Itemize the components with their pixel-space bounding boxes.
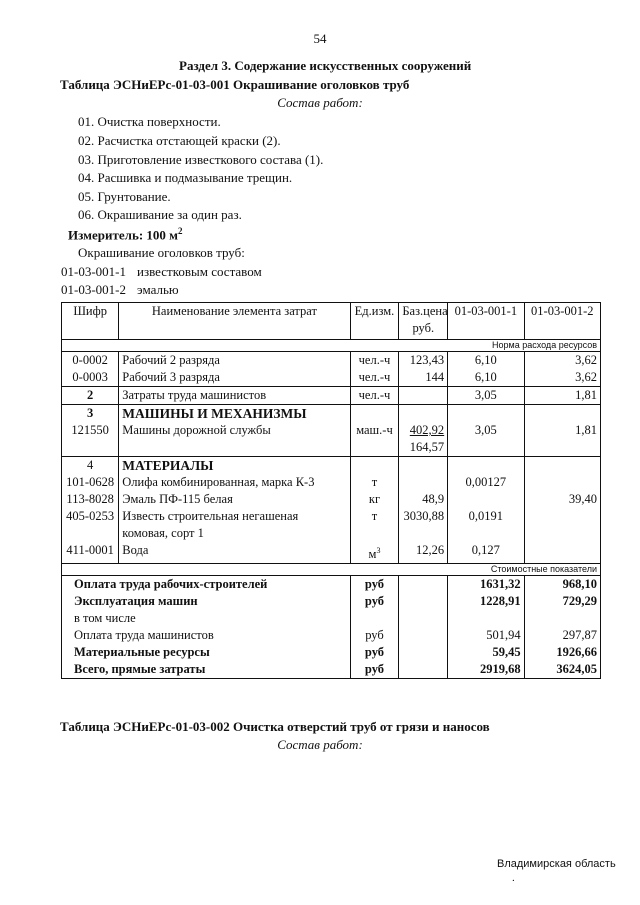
table-row: [62, 542, 601, 564]
variant-row: [61, 264, 262, 280]
work-item: 05. Грунтование.: [78, 189, 171, 204]
row-value-1: 0,0191: [448, 508, 524, 542]
variant-text: известковым составом: [137, 264, 262, 279]
row-price: [399, 387, 448, 405]
cost-value-1: 1228,91: [448, 593, 524, 610]
cost-unit: руб: [350, 576, 399, 594]
section-title: Раздел 3. Содержание искусственных сооружений: [179, 58, 472, 73]
row-value-2: [524, 542, 600, 564]
cost-value-1: 1631,32: [448, 576, 524, 594]
cost-unit: руб: [350, 593, 399, 610]
header-name: Наименование элемента затрат: [119, 303, 350, 340]
row-price: 12,26: [399, 542, 448, 564]
work-item: 06. Окрашивание за один раз.: [78, 207, 242, 222]
row-name: МАШИНЫ И МЕХАНИЗМЫ: [119, 405, 350, 423]
variant-code: 01-03-001-2: [61, 282, 126, 297]
header-col-1: 01-03-001-1: [448, 303, 524, 340]
variant-text: эмалью: [137, 282, 179, 297]
region-footer: Владимирская область: [497, 858, 616, 870]
table-row: [62, 352, 601, 370]
page-number: 54: [313, 31, 327, 46]
work-item: 04. Расшивка и подмазывание трещин.: [78, 170, 293, 185]
variant-row: [61, 282, 179, 298]
table-header-row: [62, 303, 601, 340]
table-row: [62, 405, 601, 423]
row-code: 101-0628: [62, 474, 119, 491]
row-price: 48,9: [399, 491, 448, 508]
cost-value-1: 501,94: [448, 627, 524, 644]
row-code: 0-0003: [62, 369, 119, 387]
table-row: [62, 422, 601, 457]
row-price: 402,92 164,57: [399, 422, 448, 457]
row-price: 144: [399, 369, 448, 387]
row-name: Машины дорожной службы: [119, 422, 350, 457]
header-unit: Ед.изм.: [350, 303, 399, 340]
cost-name: Эксплуатация машин: [62, 593, 351, 610]
table-row: [62, 369, 601, 387]
row-unit: чел.-ч: [350, 387, 399, 405]
table-1-subtitle: Состав работ:: [277, 95, 363, 110]
row-code: 3: [62, 405, 119, 423]
cost-name: Всего, прямые затраты: [62, 661, 351, 679]
row-value-2: 39,40: [524, 491, 600, 508]
row-value-2: 3,62: [524, 369, 600, 387]
cost-row: [62, 610, 601, 627]
header-price: Баз.цена руб.: [399, 303, 448, 340]
row-value-1: 3,05: [448, 422, 524, 457]
cost-value-1: 2919,68: [448, 661, 524, 679]
cost-row: [62, 593, 601, 610]
row-value-1: 0,127: [448, 542, 524, 564]
cost-value-2: 1926,66: [524, 644, 600, 661]
cost-unit: руб: [350, 661, 399, 679]
cost-row: [62, 661, 601, 679]
table-2-title: Таблица ЭСНиЕРс-01-03-002 Очистка отверстий труб от грязи и наносов: [60, 719, 490, 734]
row-name: МАТЕРИАЛЫ: [119, 457, 350, 475]
cost-row: [62, 576, 601, 594]
cost-row: [62, 644, 601, 661]
header-code: Шифр: [62, 303, 119, 340]
table-row: [62, 474, 601, 491]
row-value-2: [524, 508, 600, 542]
row-unit: чел.-ч: [350, 369, 399, 387]
row-price: 3030,88: [399, 508, 448, 542]
row-value-2: 1,81: [524, 422, 600, 457]
row-value-2: 3,62: [524, 352, 600, 370]
cost-name: Оплата труда машинистов: [62, 627, 351, 644]
row-unit: чел.-ч: [350, 352, 399, 370]
table-row: [62, 387, 601, 405]
row-name: Олифа комбинированная, марка К-3: [119, 474, 350, 491]
cost-value-2: 3624,05: [524, 661, 600, 679]
row-code: 113-8028: [62, 491, 119, 508]
row-name: Эмаль ПФ-115 белая: [119, 491, 350, 508]
cost-label: Стоимостные показатели: [62, 564, 601, 576]
table-row: [62, 457, 601, 475]
row-unit: маш.-ч: [350, 422, 399, 457]
row-code: 405-0253: [62, 508, 119, 542]
row-name: Вода: [119, 542, 350, 564]
row-name: Рабочий 3 разряда: [119, 369, 350, 387]
cost-unit: руб: [350, 627, 399, 644]
row-value-2: [524, 474, 600, 491]
row-code: 2: [62, 387, 119, 405]
row-name: Известь строительная негашеная комовая, сорт 1: [119, 508, 350, 542]
row-code: 4: [62, 457, 119, 475]
row-unit: т: [350, 508, 399, 542]
work-description: Окрашивание оголовков труб:: [78, 245, 245, 260]
cost-value-1: 59,45: [448, 644, 524, 661]
row-value-1: 0,00127: [448, 474, 524, 491]
measure-unit: Измеритель: 100 $м^2$: [68, 226, 183, 243]
row-price: 123,43: [399, 352, 448, 370]
table-2-subtitle: Состав работ:: [277, 737, 363, 752]
work-item: 01. Очистка поверхности.: [78, 114, 221, 129]
row-value-1: 6,10: [448, 352, 524, 370]
cost-value-2: 729,29: [524, 593, 600, 610]
row-name: Затраты труда машинистов: [119, 387, 350, 405]
row-value-1: [448, 491, 524, 508]
resource-table: [61, 302, 601, 679]
cost-label-row: [62, 564, 601, 576]
row-value-1: 6,10: [448, 369, 524, 387]
footer-mark: .: [512, 872, 515, 884]
row-value-2: 1,81: [524, 387, 600, 405]
table-row: [62, 491, 601, 508]
norm-label: Норма расхода ресурсов: [62, 340, 601, 352]
cost-value-2: 968,10: [524, 576, 600, 594]
table-1-title: Таблица ЭСНиЕРс-01-03-001 Окрашивание оголовков труб: [60, 77, 410, 92]
variant-code: 01-03-001-1: [61, 264, 126, 279]
cost-row: [62, 627, 601, 644]
row-code: 0-0002: [62, 352, 119, 370]
cost-name: Оплата труда рабочих-строителей: [62, 576, 351, 594]
row-name: Рабочий 2 разряда: [119, 352, 350, 370]
row-unit: т: [350, 474, 399, 491]
header-col-2: 01-03-001-2: [524, 303, 600, 340]
cost-name: Материальные ресурсы: [62, 644, 351, 661]
row-code: 411-0001: [62, 542, 119, 564]
cost-name: в том числе: [62, 610, 351, 627]
row-price: [399, 474, 448, 491]
work-item: 03. Приготовление известкового состава (1).: [78, 152, 324, 167]
cost-unit: руб: [350, 644, 399, 661]
row-value-1: 3,05: [448, 387, 524, 405]
row-unit: $м^3$: [350, 542, 399, 564]
work-item: 02. Расчистка отстающей краски (2).: [78, 133, 281, 148]
table-row: [62, 508, 601, 542]
cost-value-2: 297,87: [524, 627, 600, 644]
row-code: 121550: [62, 422, 119, 457]
norm-label-row: [62, 340, 601, 352]
row-unit: кг: [350, 491, 399, 508]
